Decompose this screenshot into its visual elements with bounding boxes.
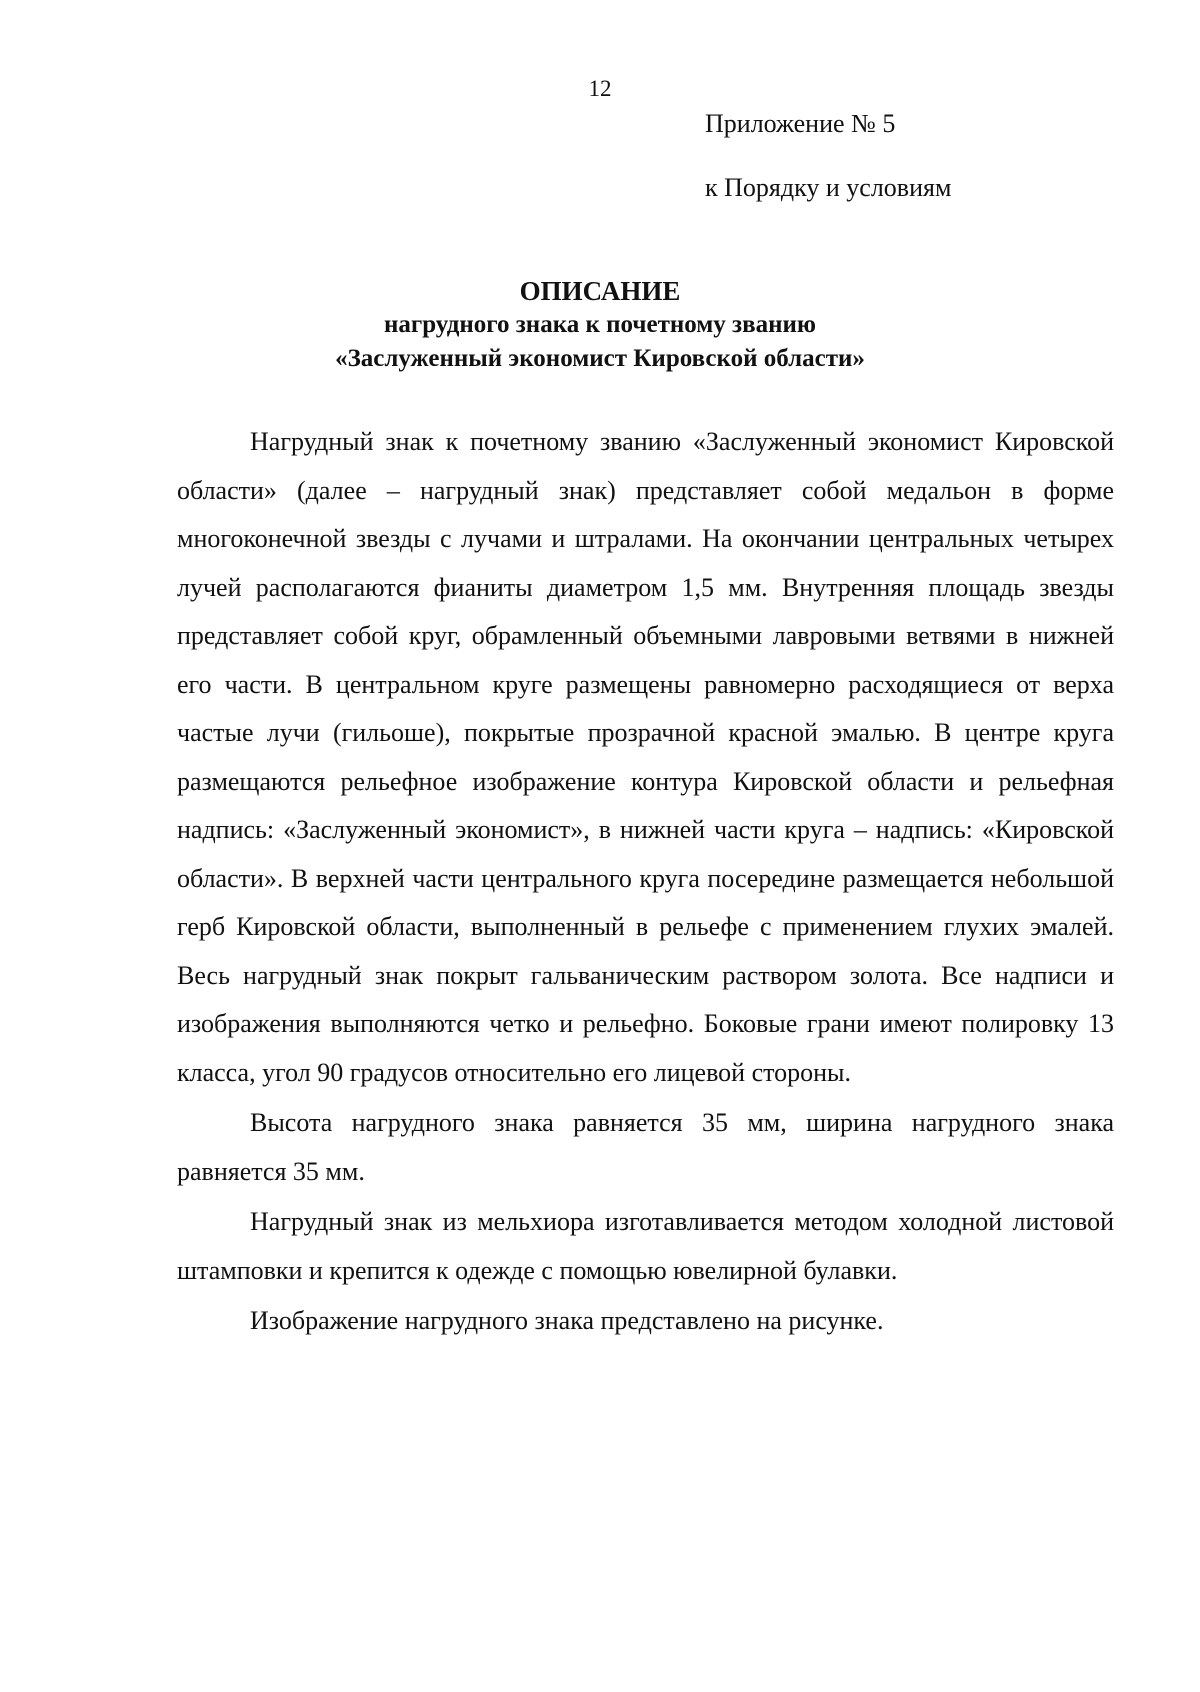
- annex-number: Приложение № 5: [705, 109, 896, 138]
- heading-subtitle-line-2: «Заслуженный экономист Кировской области»: [335, 345, 865, 372]
- document-body: [177, 418, 1114, 1346]
- paragraph-manufacturing: Нагрудный знак из мельхиора изготавливается методом холодной листовой штамповки и крепится к одежде с помощью ювелирной булавки.: [177, 1207, 1114, 1285]
- heading-title: ОПИСАНИЕ: [519, 276, 681, 306]
- annex-reference: к Порядку и условиям: [705, 173, 952, 202]
- paragraph-figure-reference: Изображение нагрудного знака представлено на рисунке.: [250, 1306, 884, 1335]
- heading-subtitle-line-1: нагрудного знака к почетному званию: [383, 311, 817, 338]
- page-number: 12: [588, 76, 612, 101]
- paragraph-dimensions: Высота нагрудного знака равняется 35 мм, ширина нагрудного знака равняется 35 мм.: [177, 1108, 1114, 1186]
- paragraph-description: Нагрудный знак к почетному званию «Заслуженный экономист Кировской области» (далее – нагрудный знак) представляет собой медальон в форме многоконечной звезды с лучами и штралами. На окончании центральных четырех лучей располагаются фианиты диаметром 1,5 мм. Внутренняя площадь звезды представляет собой круг, обрамленный объемными лавровыми ветвями в нижней его части. В центральном круге размещены равномерно расходящиеся от верха частые лучи (гильоше), покрытые прозрачной красной эмалью. В центре круга размещаются рельефное изображение контура Кировской области и рельефная надпись: «Заслуженный экономист», в нижней части круга – надпись: «Кировской области». В верхней части центрального круга посередине размещается небольшой герб Кировской области, выполненный в рельефе с применением глухих эмалей. Весь нагрудный знак покрыт гальваническим раствором золота. Все надписи и изображения выполняются четко и рельефно. Боковые грани имеют полировку 13 класса, угол 90 градусов относительно его лицевой стороны.: [177, 427, 1114, 1087]
- document-heading: [0, 274, 1200, 376]
